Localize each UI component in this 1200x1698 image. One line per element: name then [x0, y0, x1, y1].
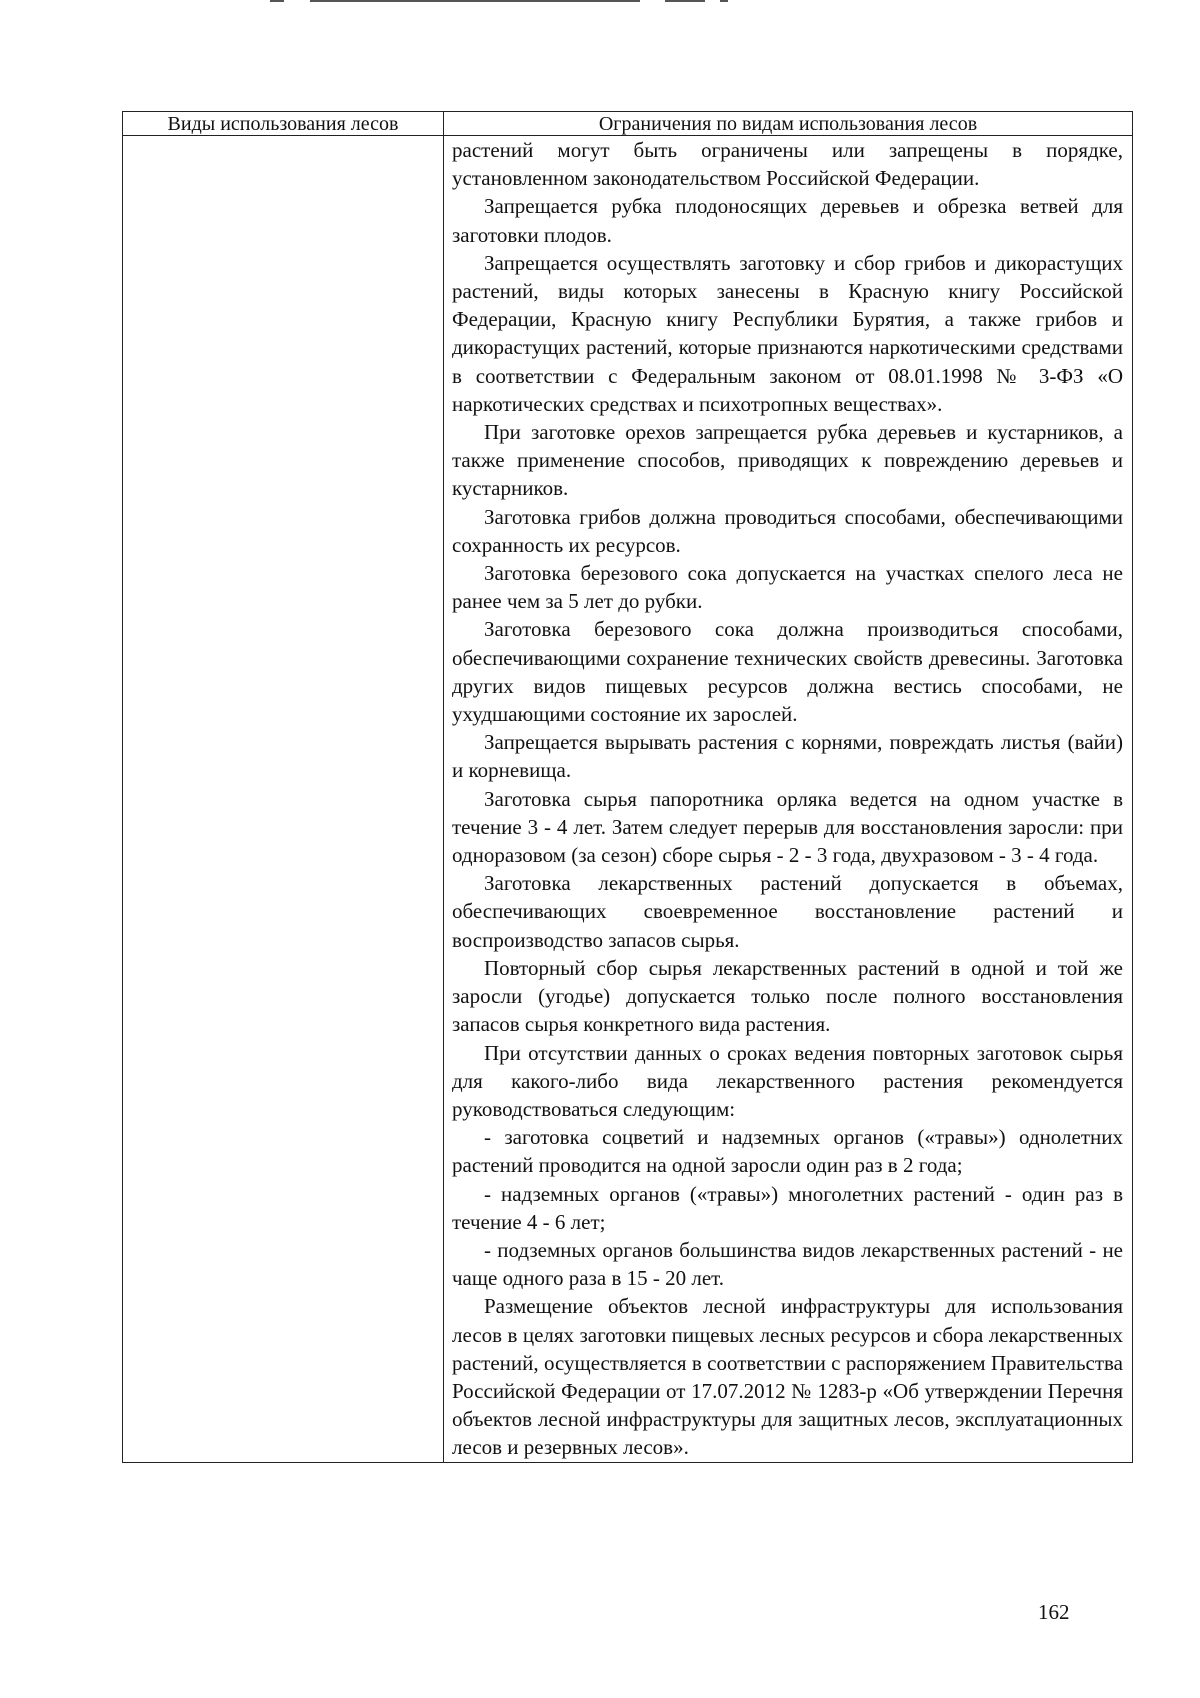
paragraph: Заготовка березового сока допускается на участках спелого леса не ранее чем за 5 лет до рубки.	[452, 561, 1123, 614]
paragraph: Запрещается рубка плодоносящих деревьев и обрезка ветвей для заготовки плодов.	[452, 194, 1123, 247]
page-number: 162	[1038, 1600, 1070, 1624]
scan-edge-marks	[270, 0, 790, 4]
paragraph: растений могут быть ограничены или запрещены в порядке, установленном законодательством Российской Федерации.	[452, 138, 1123, 191]
table-row	[123, 136, 1133, 1463]
paragraph: При заготовке орехов запрещается рубка деревьев и кустарников, а также применение способов, приводящих к повреждению деревьев и кустарников.	[452, 420, 1123, 501]
paragraph: Заготовка сырья папоротника орляка ведется на одном участке в течение 3 - 4 лет. Затем следует перерыв для восстановления заросли: при одноразовом (за сезон) сборе сырья - 2 - 3 года, двухразовом - 3 - 4 года.	[452, 786, 1123, 868]
forest-use-restrictions-table	[122, 111, 1133, 1463]
paragraph: Заготовка лекарственных растений допускается в объемах, обеспечивающих своевременное восстановление растений и воспроизводство запасов сырья.	[452, 871, 1123, 952]
restrictions-cell	[444, 136, 1133, 1463]
paragraph: Заготовка грибов должна проводиться способами, обеспечивающими сохранность их ресурсов.	[452, 504, 1123, 557]
paragraph: Запрещается осуществлять заготовку и сбор грибов и дикорастущих растений, виды которых занесены в Красную книгу Российской Федерации, Красную книгу Республики Бурятия, а также грибов и дикорастущих растений, которые признаются наркотическими средствами в соответствии с Федеральным законом от 08.01.1998 № 3-ФЗ «О наркотических средствах и психотропных веществах».	[452, 250, 1123, 416]
paragraph: Запрещается вырывать растения с корнями, повреждать листья (вайи) и корневища.	[452, 730, 1123, 783]
list-item: - заготовка соцветий и надземных органов («травы») однолетних растений проводится на одной заросли один раз в 2 года;	[452, 1125, 1123, 1178]
list-item: - надземных органов («травы») многолетних растений - один раз в течение 4 - 6 лет;	[452, 1181, 1123, 1234]
paragraph: Размещение объектов лесной инфраструктуры для использования лесов в целях заготовки пищевых лесных ресурсов и сбора лекарственных растений, осуществляется в соответствии с распоряжением Правительства Российской Федерации от 17.07.2012 № 1283-р «Об утверждении Перечня объектов лесной инфраструктуры для защитных лесов, эксплуатационных лесов и резервных лесов».	[452, 1294, 1123, 1460]
list-item: - подземных органов большинства видов лекарственных растений - не чаще одного раза в 15 - 20 лет.	[452, 1237, 1123, 1291]
header-forest-use-types: Виды использования лесов	[123, 112, 444, 136]
header-restrictions: Ограничения по видам использования лесов	[444, 112, 1133, 136]
paragraph: При отсутствии данных о сроках ведения повторных заготовок сырья для какого-либо вида лекарственного растения рекомендуется руководствоваться следующим:	[452, 1040, 1123, 1121]
table-header-row	[123, 112, 1133, 136]
forest-use-type-cell	[123, 136, 444, 1463]
paragraph: Повторный сбор сырья лекарственных растений в одной и той же заросли (угодье) допускается только после полного восстановления запасов сырья конкретного вида растения.	[452, 955, 1123, 1037]
paragraph: Заготовка березового сока должна производиться способами, обеспечивающими сохранение технических свойств древесины. Заготовка других видов пищевых ресурсов должна вестись способами, не ухудшающими состояние их зарослей.	[452, 617, 1123, 727]
